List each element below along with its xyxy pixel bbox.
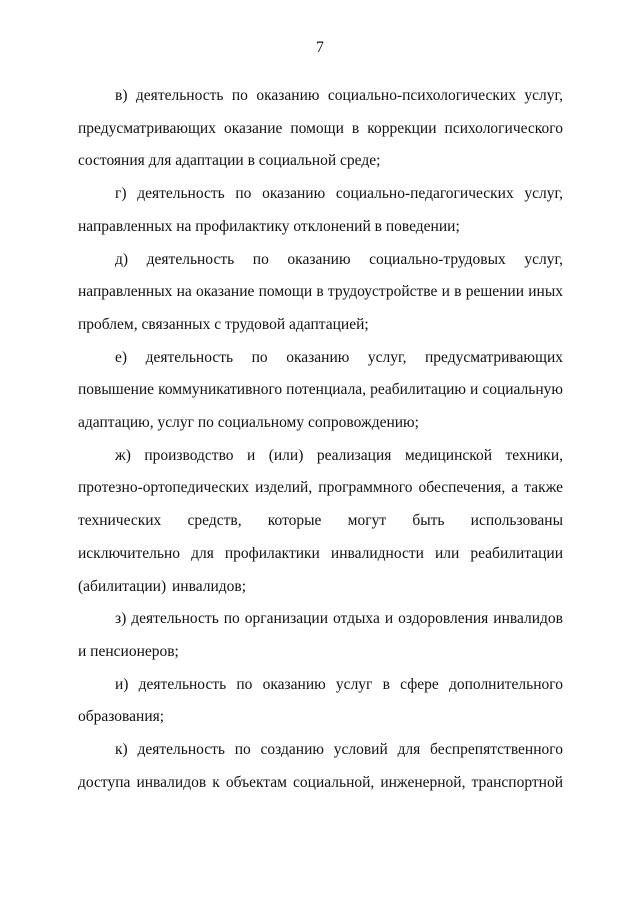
paragraph-item-e: е) деятельность по оказанию услуг, предусматривающих повышение коммуникативного потенциала, реабилитацию и социальную адаптацию, услуг по социальному сопровождению; <box>78 348 563 432</box>
paragraph-item-i: и) деятельность по оказанию услуг в сфере дополнительного образования; <box>78 675 563 726</box>
page-number: 7 <box>316 39 324 56</box>
paragraph-item-d: д) деятельность по оказанию социально-трудовых услуг, направленных на оказание помощи в трудоустройстве и в решении иных проблем, связанных с трудовой адаптацией; <box>78 250 563 333</box>
paragraph-item-z: з) деятельность по организации отдыха и оздоровления инвалидов и пенсионеров; <box>78 610 563 660</box>
paragraph-item-g: г) деятельность по оказанию социально-педагогических услуг, направленных на профилактику отклонений в поведении; <box>78 185 563 235</box>
paragraph-item-k: к) деятельность по созданию условий для беспрепятственного доступа инвалидов к объектам социальной, инженерной, транспортной <box>78 741 563 791</box>
paragraph-item-v: в) деятельность по оказанию социально-психологических услуг, предусматривающих оказание помощи в коррекции психологического состояния для адаптации в социальной среде; <box>78 87 563 170</box>
paragraph-item-zh: ж) производство и (или) реализация медицинской техники, протезно-ортопедических изделий, программного обеспечения, а также технических средств, которые могут быть использованы исключительно для профилактики инвалидности или реабилитации (абилитации) инвалидов; <box>78 446 563 595</box>
document-body <box>78 80 563 799</box>
